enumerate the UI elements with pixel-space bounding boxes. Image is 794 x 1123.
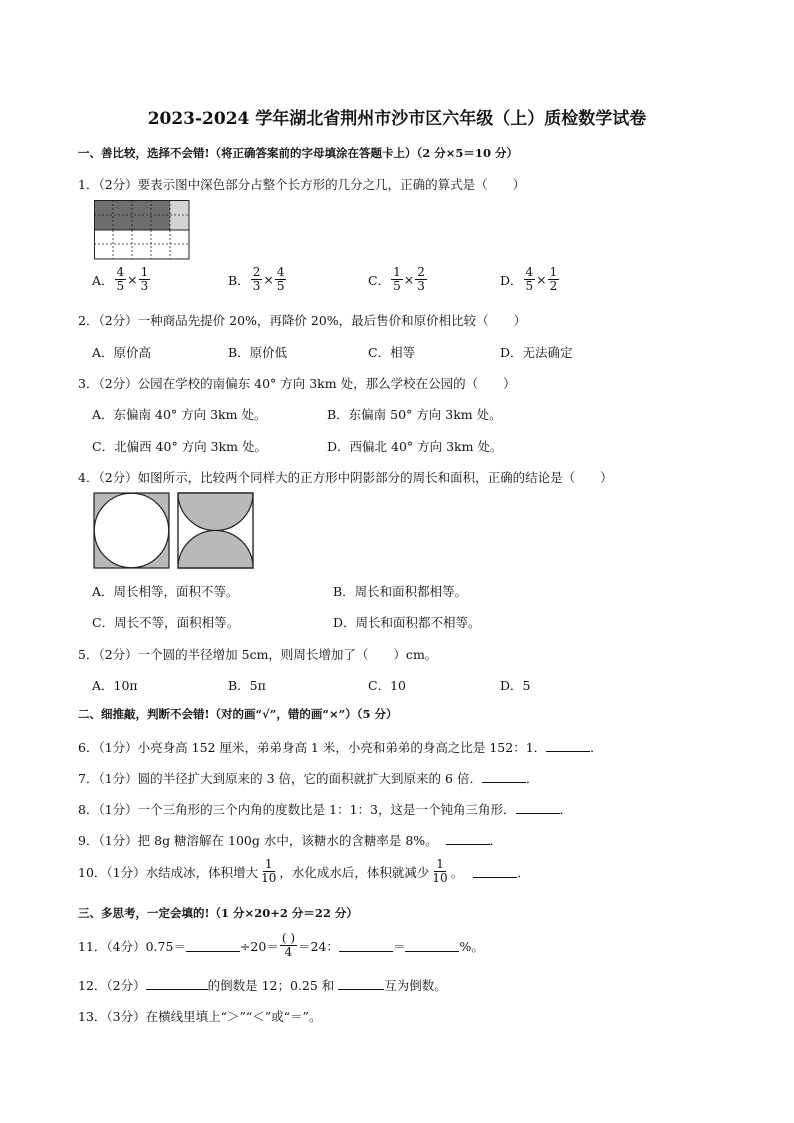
- fraction: $\frac{1}{3}$: [140, 265, 149, 293]
- question-8: [78, 800, 572, 818]
- section-heading-3: 三、多思考，一定会填的!（1 分×20+2 分＝22 分）: [78, 906, 358, 920]
- question-3-option-d[interactable]: D．西偏北 40° 方向 3km 处。: [327, 439, 503, 454]
- fraction: $\frac{1}{10}$: [432, 857, 448, 885]
- answer-blank[interactable]: [338, 977, 384, 990]
- option-letter: B．: [228, 272, 250, 288]
- question-text: 7．（1分）圆的半径扩大到原来的 3 倍，它的面积就扩大到原来的 6 倍．: [78, 771, 482, 786]
- question-4-figure: [93, 492, 255, 574]
- question-3-option-c[interactable]: C．北偏西 40° 方向 3km 处。: [92, 439, 267, 454]
- question-5-stem: 5．（2分）一个圆的半径增加 5cm，则周长增加了（ ）cm。: [78, 647, 438, 662]
- question-4-option-c[interactable]: C．周长不等，面积相等。: [92, 615, 240, 630]
- fraction: $\frac{2}{3}$: [417, 265, 425, 293]
- question-3-option-a[interactable]: A．东偏南 40° 方向 3km 处。: [92, 407, 267, 422]
- answer-blank[interactable]: [405, 939, 459, 952]
- question-text: 9．（1分）把 8g 糖溶解在 100g 水中，该糖水的含糖率是 8%。: [78, 833, 438, 848]
- fraction: $\frac{4}{5}$: [276, 265, 285, 293]
- fraction: $\frac{1}{2}$: [549, 265, 558, 293]
- fraction: $\frac{4}{5}$: [525, 265, 534, 293]
- question-3-option-b[interactable]: B．东偏南 50° 方向 3km 处。: [327, 407, 502, 422]
- period: ．: [517, 864, 530, 880]
- question-2-stem: 2．（2分）一种商品先提价 20%，再降价 20%，最后售价和原价相比较（ ）: [78, 313, 527, 328]
- answer-blank[interactable]: [516, 801, 560, 814]
- page-title: 2023-2024 学年湖北省荆州市沙市区六年级（上）质检数学试卷: [147, 109, 647, 129]
- answer-blank[interactable]: [473, 865, 517, 878]
- question-7: [78, 769, 538, 787]
- fraction: $\frac{1}{5}$: [393, 265, 401, 293]
- question-6: [78, 738, 603, 756]
- times-sign: ×: [403, 272, 415, 287]
- option-letter: A．: [92, 272, 114, 288]
- question-5-option-b[interactable]: B．5π: [228, 678, 266, 693]
- question-2-option-b[interactable]: B．原价低: [228, 345, 288, 360]
- times-sign: ×: [127, 272, 138, 287]
- question-4-option-b[interactable]: B．周长和面积都相等。: [333, 584, 468, 599]
- question-text: 6．（1分）小亮身高 152 厘米，弟弟身高 1 米，小亮和弟弟的身高之比是 152：1．: [78, 740, 547, 755]
- question-1-figure: [94, 200, 190, 264]
- answer-blank[interactable]: [186, 939, 240, 952]
- answer-blank[interactable]: [146, 977, 208, 990]
- period: ．: [525, 771, 539, 786]
- question-5-option-a[interactable]: A．10π: [92, 678, 138, 693]
- section-heading-1: 一、善比较，选择不会错!（将正确答案前的字母填涂在答题卡上）（2 分×5＝10 分）: [78, 146, 518, 160]
- question-text: ＝: [392, 938, 406, 954]
- answer-blank[interactable]: [546, 739, 590, 752]
- question-5-option-d[interactable]: D．5: [500, 678, 531, 693]
- question-text: ，水化成水后，体积就减少: [279, 864, 430, 880]
- question-text: 的倒数是 12；0.25 和: [207, 978, 335, 993]
- question-1-stem: 1．（2分）要表示图中深色部分占整个长方形的几分之几，正确的算式是（ ）: [78, 177, 526, 192]
- section-heading-2: 二、细推敲，判断不会错!（对的画“√”，错的画“×”）（5 分）: [78, 707, 398, 721]
- question-4-stem: 4．（2分）如图所示，比较两个同样大的正方形中阴影部分的周长和面积，正确的结论是（ ）: [78, 470, 613, 485]
- times-sign: ×: [536, 272, 547, 287]
- fraction: $\frac{1}{10}$: [261, 857, 277, 885]
- period: ．: [559, 802, 573, 817]
- period: ．: [590, 740, 603, 755]
- question-10: [78, 858, 530, 885]
- fraction: $\frac{2}{3}$: [252, 265, 261, 293]
- question-11: [78, 932, 484, 959]
- question-2-option-a[interactable]: A．原价高: [92, 345, 152, 360]
- question-1-option-c[interactable]: [368, 266, 428, 293]
- question-text: 8．（1分）一个三角形的三个内角的度数比是 1：1：3，这是一个钝角三角形．: [78, 802, 516, 817]
- question-1-option-b[interactable]: [228, 266, 287, 293]
- question-2-option-d[interactable]: D．无法确定: [500, 345, 573, 360]
- question-4-option-d[interactable]: D．周长和面积都不相等。: [333, 615, 481, 630]
- answer-blank[interactable]: [339, 939, 393, 952]
- question-text: 11．（4分）0.75＝: [78, 938, 186, 954]
- question-text: 12．（2分）: [78, 978, 146, 993]
- question-1-option-a[interactable]: [92, 266, 151, 293]
- question-5-option-c[interactable]: C．10: [368, 678, 406, 693]
- option-letter: D．: [500, 272, 523, 288]
- question-2-option-c[interactable]: C．相等: [368, 345, 416, 360]
- fraction: $\frac{4}{5}$: [116, 265, 125, 293]
- question-text: ÷20＝: [239, 938, 279, 954]
- question-4-option-a[interactable]: A．周长相等，面积不等。: [92, 584, 239, 599]
- question-text: %。: [459, 938, 484, 954]
- question-text: ＝24：: [298, 938, 339, 954]
- fraction: $\frac{( )}{4}$: [281, 931, 296, 959]
- period: ．: [489, 833, 503, 848]
- times-sign: ×: [263, 272, 274, 287]
- question-text: 10．（1分）水结成冰，体积增大: [78, 864, 259, 880]
- answer-blank[interactable]: [446, 832, 490, 845]
- option-letter: C．: [368, 272, 391, 288]
- question-9: [78, 831, 502, 849]
- answer-blank[interactable]: [482, 770, 526, 783]
- question-3-stem: 3．（2分）公园在学校的南偏东 40° 方向 3km 处，那么学校在公园的（ ）: [78, 376, 516, 391]
- question-text: 。: [450, 864, 464, 880]
- question-12: [78, 976, 447, 994]
- question-1-option-d[interactable]: [500, 266, 560, 293]
- question-text: 互为倒数。: [384, 978, 447, 993]
- question-13-stem: 13．（3分）在横线里填上“＞”“＜”或“＝”。: [78, 1009, 322, 1024]
